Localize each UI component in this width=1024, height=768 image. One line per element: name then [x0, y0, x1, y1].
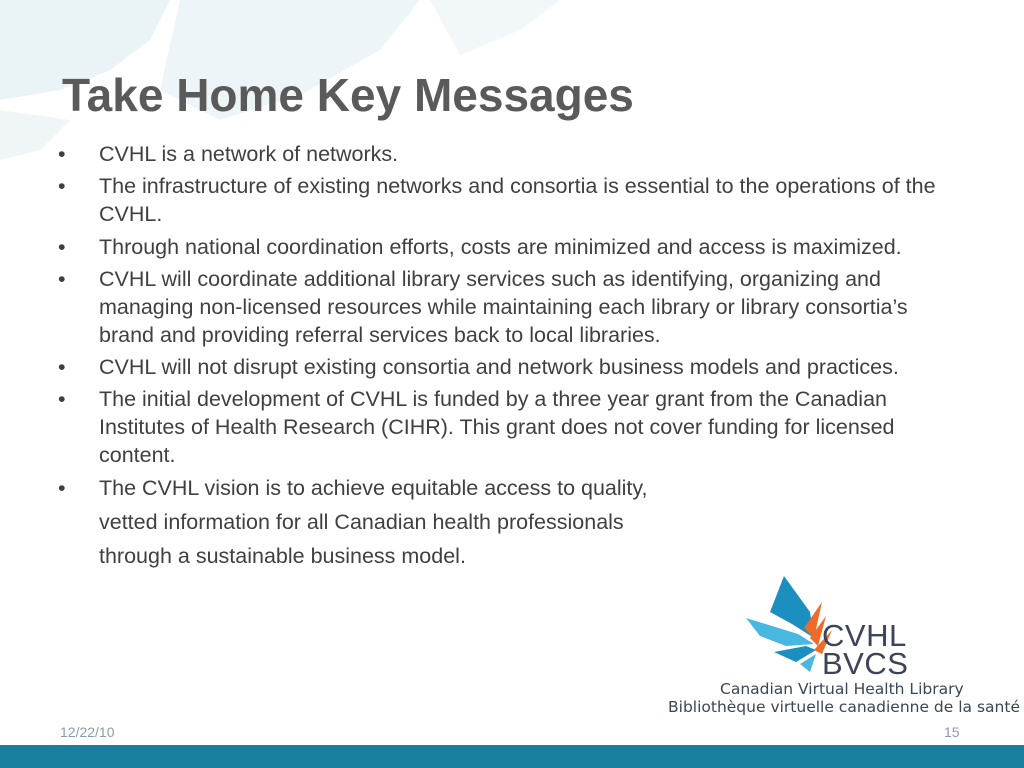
bullet-glyph: •: [58, 142, 66, 166]
bullet-glyph: •: [58, 475, 66, 500]
list-item: [58, 474, 958, 570]
bullet-list: [58, 140, 958, 574]
bullet-glyph: •: [58, 234, 66, 259]
bullet-glyph: •: [58, 387, 66, 412]
continuation-line: vetted information for all Canadian health professionals: [99, 509, 624, 534]
list-item: [58, 140, 958, 168]
bullet-text: The infrastructure of existing networks and consortia is essential to the operations of the CVHL.: [99, 174, 936, 227]
bullet-text: CVHL is a network of networks.: [99, 142, 399, 166]
list-item: [58, 385, 958, 469]
logo-french-name: Bibliothèque virtuelle canadienne de la santé: [668, 698, 1020, 716]
slide-title: Take Home Key Messages: [62, 69, 634, 121]
bullet-glyph: •: [58, 266, 66, 291]
logo-english-name: Canadian Virtual Health Library: [720, 680, 964, 698]
footer-date: 12/22/10: [60, 724, 115, 740]
list-item: [58, 265, 958, 349]
slide-number: 15: [944, 724, 960, 740]
bullet-glyph: •: [58, 174, 66, 199]
list-item: [58, 233, 958, 261]
footer-bar: [0, 745, 1024, 768]
bullet-text: CVHL will not disrupt existing consortia and network business models and practices.: [99, 355, 899, 380]
continuation-line: through a sustainable business model.: [99, 543, 466, 568]
bullet-text: The CVHL vision is to achieve equitable access to quality,: [99, 475, 648, 500]
bullet-glyph: •: [58, 355, 66, 380]
logo-cvhl-text: CVHL: [822, 618, 907, 653]
bullet-text: CVHL will coordinate additional library services such as identifying, organizing and managing non-licensed resources while maintaining each library or library consortia’s brand and providing referral services back to local libraries.: [99, 266, 908, 347]
list-item: [58, 172, 958, 228]
list-item: [58, 353, 958, 381]
bullet-text: The initial development of CVHL is funded by a three year grant from the Canadian Institutes of Health Research (CIHR). This grant does not cover funding for licensed content.: [99, 387, 895, 468]
logo-bvcs-text: BVCS: [822, 646, 909, 681]
bullet-text: Through national coordination efforts, costs are minimized and access is maximized.: [99, 234, 902, 259]
